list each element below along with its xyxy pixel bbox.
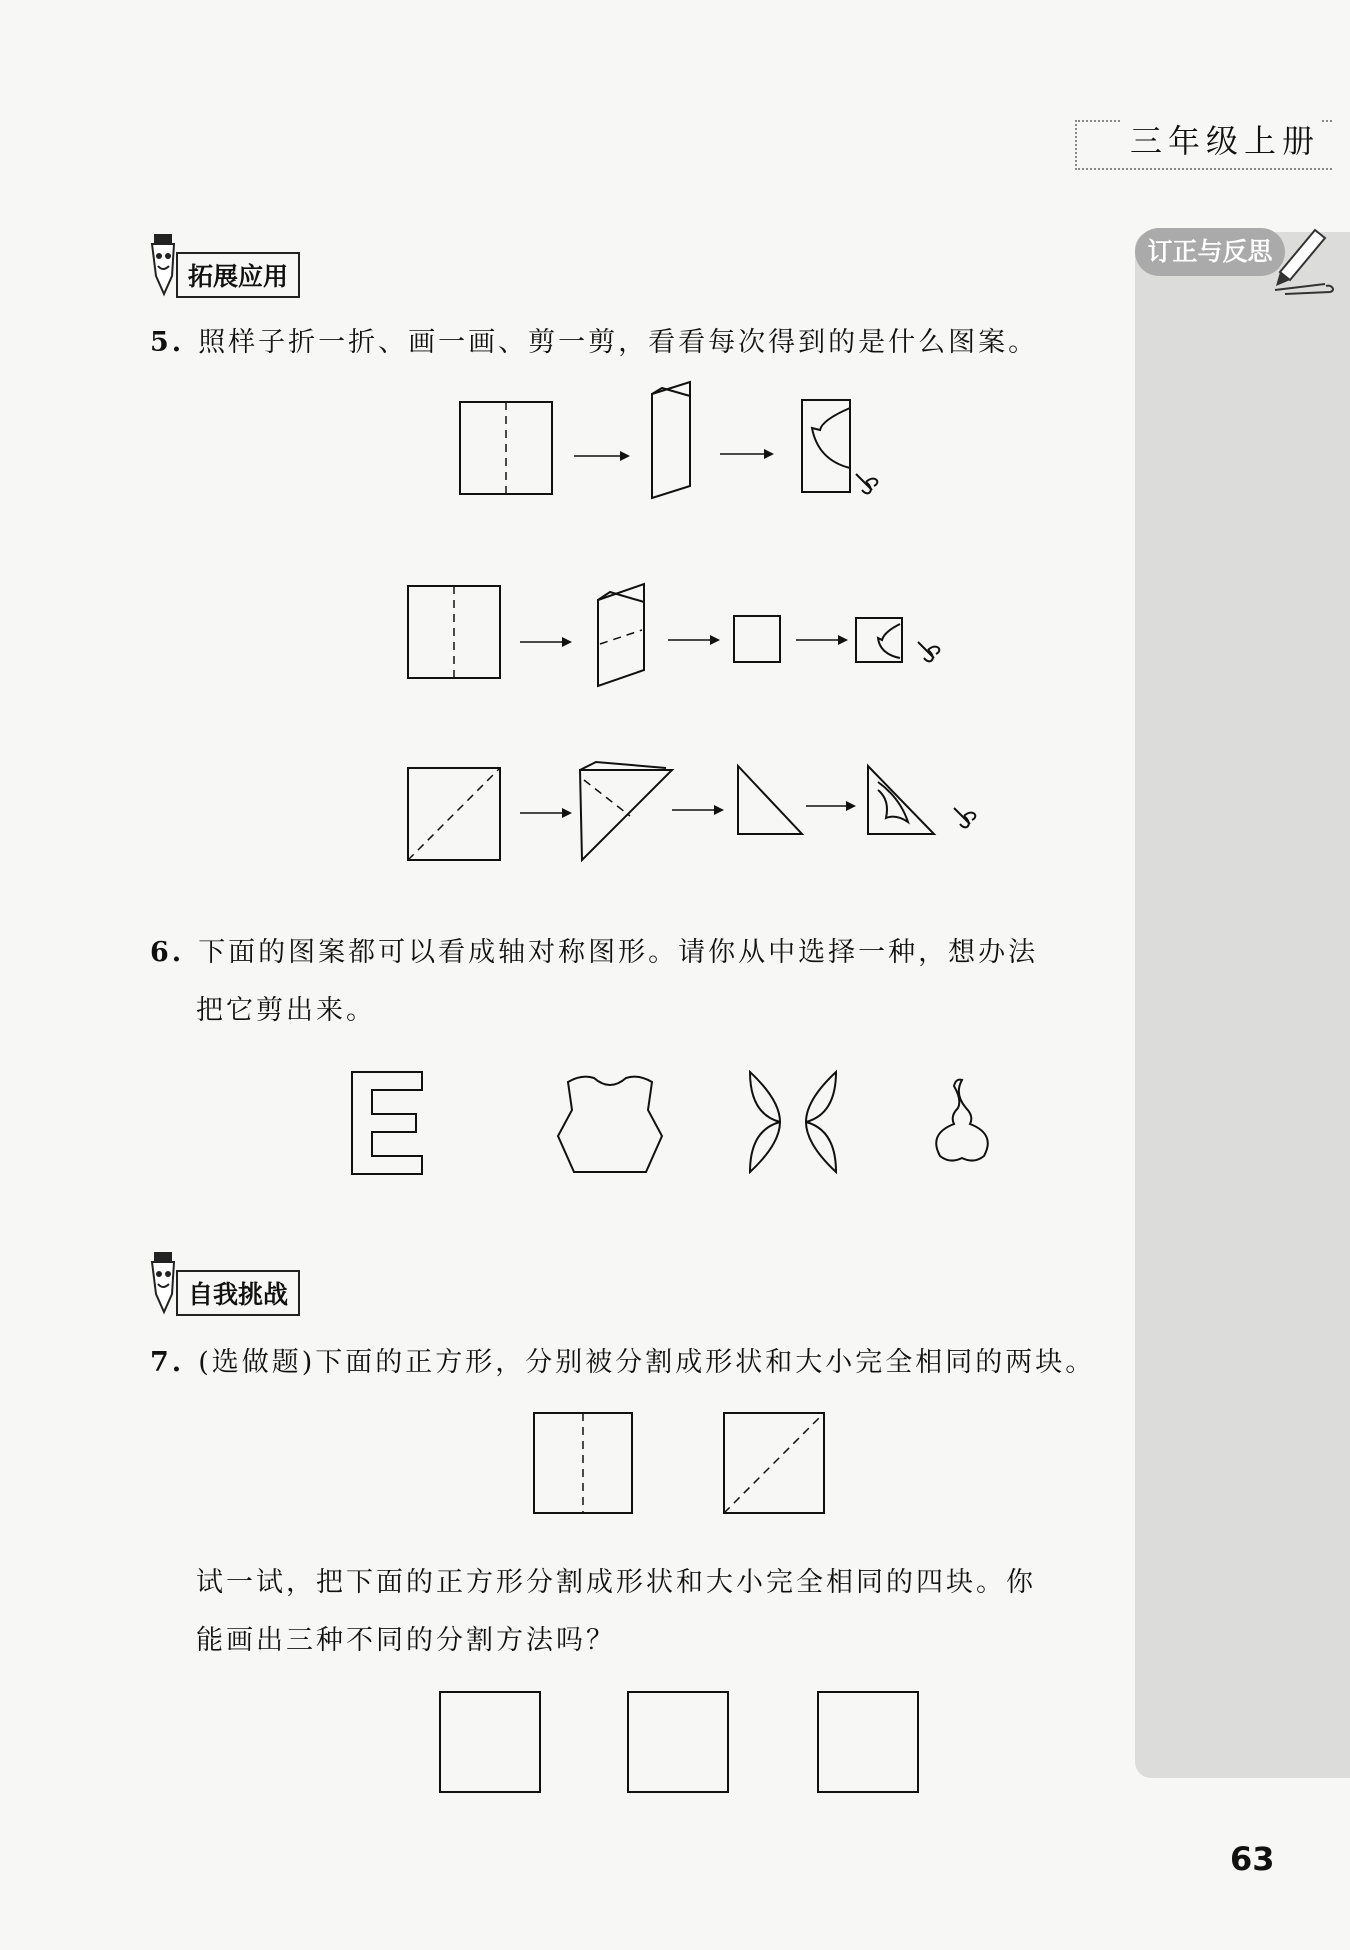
question-5	[150, 320, 1038, 359]
folding-diagrams	[0, 370, 1100, 890]
shape-four-petal-flower	[750, 1072, 836, 1172]
question-7	[150, 1340, 1095, 1379]
question-6-line2: 把它剪出来。	[196, 995, 376, 1026]
shape-letter-e	[352, 1072, 422, 1174]
question-6	[150, 930, 1038, 969]
pencil-icon	[1270, 222, 1335, 297]
fold-row-1	[460, 382, 877, 498]
question-text-line1: 下面的图案都可以看成轴对称图形。请你从中选择一种，想办法	[198, 937, 1039, 968]
grade-title: 三年级上册	[1120, 116, 1320, 162]
question-text: 照样子折一折、画一画、剪一剪，看看每次得到的是什么图案。	[198, 327, 1039, 358]
fold-row-3	[408, 762, 975, 860]
shape-vest	[558, 1077, 662, 1172]
fold-row-2	[408, 584, 939, 686]
question-text: (选做题)下面的正方形，分别被分割成形状和大小完全相同的两块。	[198, 1347, 1096, 1378]
blank-squares	[430, 1680, 930, 1810]
sidebar-tab-label: 订正与反思	[1135, 228, 1285, 276]
question-7-followup-line2: 能画出三种不同的分割方法吗？	[196, 1625, 616, 1656]
split-examples	[520, 1405, 840, 1525]
section-label-extension: 拓展应用	[176, 252, 300, 298]
reflection-sidebar	[1135, 232, 1350, 1778]
question-number: 5.	[150, 327, 185, 358]
blank-square-2	[628, 1692, 728, 1792]
question-7-followup-line1: 试一试，把下面的正方形分割成形状和大小完全相同的四块。你	[196, 1567, 1036, 1598]
grade-header	[1075, 120, 1332, 170]
blank-square-3	[818, 1692, 918, 1792]
symmetric-shapes	[330, 1060, 1050, 1190]
page-number: 63	[1230, 1840, 1275, 1878]
shape-gourd	[936, 1080, 988, 1161]
blank-square-1	[440, 1692, 540, 1792]
question-number: 6.	[150, 937, 185, 968]
section-label-challenge: 自我挑战	[176, 1270, 300, 1316]
question-number: 7.	[150, 1347, 185, 1378]
